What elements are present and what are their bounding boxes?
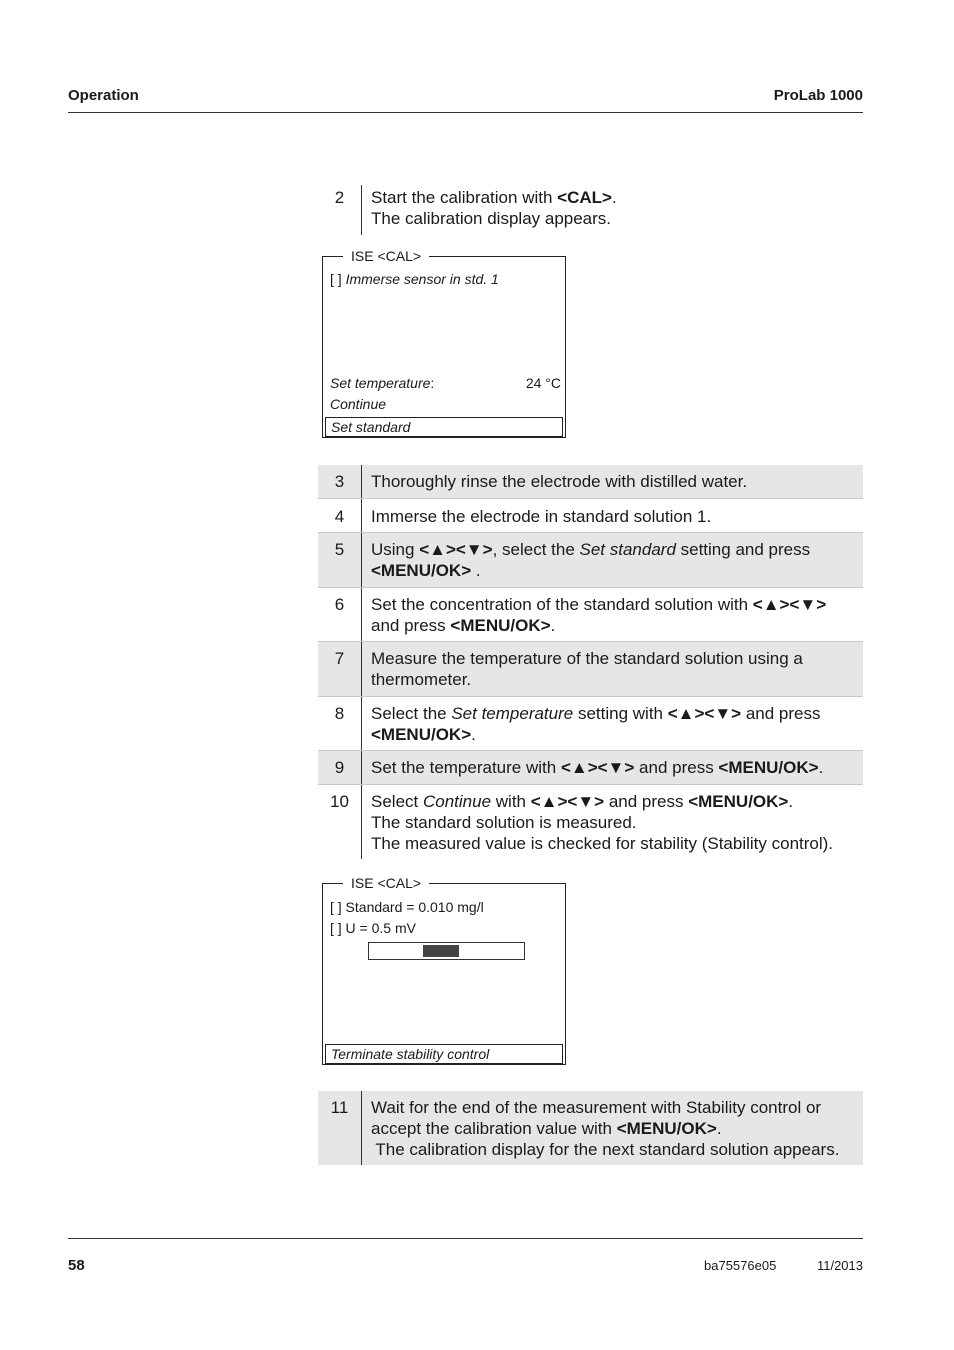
step-text-part: . — [550, 616, 556, 635]
menu-item-set-standard-selected[interactable]: Set standard — [325, 417, 563, 437]
step-divider — [361, 1091, 362, 1165]
step-divider — [361, 499, 362, 532]
display-prompt — [330, 271, 499, 287]
label-colon: : — [430, 375, 435, 391]
step-10 — [318, 784, 863, 859]
step-divider — [361, 465, 362, 498]
step-11 — [318, 1091, 863, 1165]
status-bracket: [ ] — [330, 271, 342, 287]
setting-name: Set temperature — [451, 704, 574, 723]
step-text-part: and press — [371, 616, 451, 635]
header-rule — [68, 112, 863, 113]
step-text-line: The calibration display for the next standard solution appears. — [371, 1140, 840, 1159]
step-9 — [318, 750, 863, 785]
step-text-part: . — [471, 561, 481, 580]
step-number: 3 — [334, 472, 345, 491]
step-divider — [361, 533, 362, 587]
key-cal: <CAL> — [557, 188, 612, 207]
step-text-line: The standard solution is measured. — [371, 813, 637, 832]
step-text-part: , select the — [492, 540, 580, 559]
step-text-part: Using — [371, 540, 420, 559]
step-text-part: . — [716, 1119, 722, 1138]
key-menu-ok: <MENU/OK> — [371, 725, 472, 744]
step-text-part: setting with — [573, 704, 668, 723]
step-text-line: Immerse the electrode in standard solution 1. — [371, 507, 712, 526]
key-arrows: <▲><▼> — [419, 540, 493, 559]
step-7 — [318, 641, 863, 697]
step-number: 2 — [334, 188, 345, 207]
menu-item-terminate-stability-selected[interactable]: Terminate stability control — [325, 1044, 563, 1064]
step-text-line: Wait for the end of the measurement with Stability control or — [371, 1098, 822, 1117]
menu-item-set-temperature[interactable] — [330, 375, 434, 391]
step-text-part: accept the calibration value with — [371, 1119, 617, 1138]
step-text-part: and press — [741, 704, 821, 723]
step-text-part: Start the calibration with — [371, 188, 558, 207]
step-divider — [361, 785, 362, 859]
step-text-part: . — [788, 792, 794, 811]
step-text-part: and press — [604, 792, 689, 811]
menu-item-continue[interactable] — [330, 396, 386, 412]
step-text-part: Select — [371, 792, 423, 811]
step-text-part: . — [818, 758, 824, 777]
footer-rule — [68, 1238, 863, 1239]
step-number: 5 — [334, 540, 345, 559]
step-divider — [361, 588, 362, 642]
step-number: 7 — [334, 649, 345, 668]
step-text-part: Set the temperature with — [371, 758, 561, 777]
step-8 — [318, 696, 863, 751]
step-text-line: thermometer. — [371, 670, 472, 689]
step-number: 10 — [330, 792, 349, 811]
step-number: 11 — [330, 1098, 349, 1117]
step-text-line: The measured value is checked for stability (Stability control). — [371, 834, 834, 853]
step-text-part: . — [611, 188, 617, 207]
step-text-part: Select the — [371, 704, 452, 723]
calibration-display-2 — [322, 875, 566, 1065]
step-number: 8 — [334, 704, 345, 723]
key-arrows: <▲><▼> — [752, 595, 827, 614]
display-title: ISE <CAL> — [343, 247, 429, 265]
key-arrows: <▲><▼> — [530, 792, 605, 811]
step-3 — [318, 465, 863, 498]
key-menu-ok: <MENU/OK> — [616, 1119, 717, 1138]
step-divider — [361, 642, 362, 697]
key-menu-ok: <MENU/OK> — [371, 561, 472, 580]
step-5 — [318, 532, 863, 587]
progress-fill — [423, 945, 459, 957]
step-text-line: Thoroughly rinse the electrode with distilled water. — [371, 472, 748, 491]
header-section-title: Operation — [68, 87, 139, 104]
prompt-text: Immerse sensor in std. 1 — [345, 271, 499, 287]
step-text-part: . — [471, 725, 476, 744]
step-text — [371, 187, 859, 229]
document-id: ba75576e05 — [704, 1258, 777, 1273]
page-number: 58 — [68, 1257, 85, 1274]
key-arrows: <▲><▼> — [560, 758, 635, 777]
step-text-part: and press — [634, 758, 719, 777]
setting-name: Continue — [422, 792, 492, 811]
voltage-readout: [ ] U = 0.5 mV — [330, 920, 416, 936]
key-menu-ok: <MENU/OK> — [718, 758, 819, 777]
key-arrows: <▲><▼> — [667, 704, 742, 723]
step-divider — [361, 185, 362, 235]
key-menu-ok: <MENU/OK> — [450, 616, 551, 635]
menu-item-label: Continue — [330, 396, 387, 412]
step-number: 9 — [334, 758, 345, 777]
step-number: 6 — [334, 595, 345, 614]
step-number: 4 — [334, 507, 345, 526]
step-2 — [318, 185, 863, 235]
step-divider — [361, 697, 362, 751]
temperature-value: 24 °C — [525, 375, 561, 391]
calibration-display-1 — [322, 248, 566, 438]
step-4 — [318, 498, 863, 532]
header-product-name: ProLab 1000 — [773, 87, 863, 104]
setting-name: Set standard — [579, 540, 676, 559]
step-text-line: Measure the temperature of the standard solution using a — [371, 649, 803, 668]
key-menu-ok: <MENU/OK> — [688, 792, 789, 811]
step-text-part: Set the concentration of the standard solution with — [371, 595, 753, 614]
stability-progress-bar — [368, 942, 525, 960]
standard-readout: [ ] Standard = 0.010 mg/l — [330, 899, 484, 915]
step-divider — [361, 751, 362, 785]
step-text-part: with — [491, 792, 531, 811]
display-title: ISE <CAL> — [343, 874, 429, 892]
step-6 — [318, 587, 863, 642]
menu-item-label: Set temperature — [330, 375, 431, 391]
document-date: 11/2013 — [816, 1258, 863, 1273]
step-text-part: setting and press — [675, 540, 811, 559]
step-text-line: The calibration display appears. — [371, 209, 612, 228]
